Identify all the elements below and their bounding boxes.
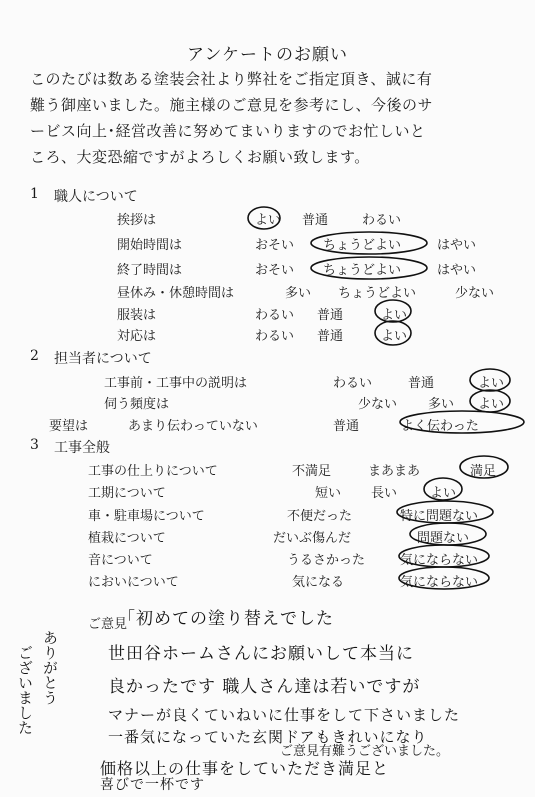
side-note-line: ありがとう [41, 630, 59, 705]
option[interactable]: 多い [428, 397, 455, 412]
option[interactable]: 短い [315, 486, 342, 501]
footer-thanks: ご意見有難うございました。 [280, 744, 450, 759]
option[interactable]: 長い [371, 486, 398, 501]
option[interactable]: よく伝わった [401, 419, 479, 434]
question-label: 終了時間は [117, 263, 183, 278]
option[interactable]: はやい [437, 263, 477, 278]
comment-line: マナーが良くていねいに仕事をして下さいました [108, 706, 461, 724]
section-title: 職人について [54, 189, 138, 205]
question-label: 植栽について [88, 531, 166, 546]
section-title: 工事全般 [54, 440, 110, 456]
section-title: 担当者について [54, 351, 152, 367]
comment-line: 「初めての塗り替えでした [118, 609, 334, 629]
option[interactable]: 問題ない [417, 531, 470, 546]
selection-circle [311, 232, 427, 254]
option[interactable]: おそい [255, 263, 295, 278]
question-label: 昼休み・休憩時間は [117, 286, 235, 301]
option[interactable]: 少ない [358, 397, 398, 412]
selection-circle [470, 390, 510, 412]
selection-circle [311, 257, 427, 279]
question-label: 音について [88, 553, 153, 568]
selection-circle [470, 369, 510, 391]
section-number: 1 [30, 186, 39, 202]
selection-circle [400, 411, 524, 433]
option[interactable]: 不便だった [287, 509, 353, 524]
selection-circle [399, 545, 489, 567]
selection-circle [399, 567, 489, 589]
intro-line: ころ、大変恐縮ですがよろしくお願い致します。 [30, 148, 370, 166]
comment-line: 世田谷ホームさんにお願いして本当に [108, 644, 414, 664]
option[interactable]: わるい [362, 213, 402, 228]
option[interactable]: よい [478, 376, 505, 391]
option[interactable]: よい [255, 213, 282, 228]
option[interactable]: 満足 [470, 464, 497, 479]
option[interactable]: よい [430, 486, 457, 501]
option[interactable]: あまり伝わっていない [128, 419, 258, 434]
option[interactable]: ちょうどよい [323, 238, 402, 253]
intro-line: ービス向上･経営改善に努めてまいりますのでお忙しいと [30, 122, 426, 140]
question-label: 工事の仕上りについて [88, 464, 218, 479]
option[interactable]: 気になる [292, 575, 345, 590]
question-label: 要望は [49, 419, 89, 434]
section-number: 2 [30, 348, 39, 364]
option[interactable]: 普通 [408, 376, 435, 391]
option[interactable]: だいぶ傷んだ [273, 531, 352, 546]
option[interactable]: 気にならない [400, 553, 479, 568]
option[interactable]: ちょうどよい [338, 286, 417, 301]
option[interactable]: 少ない [455, 286, 495, 301]
selection-circle [375, 321, 411, 345]
selection-circle [248, 207, 280, 229]
page-title: アンケートのお願い [187, 45, 348, 65]
comment-line: 価格以上の仕事をしていただき満足と [100, 759, 390, 778]
selection-circle [397, 501, 493, 523]
option[interactable]: おそい [255, 238, 295, 253]
selection-circle [375, 300, 411, 322]
option[interactable]: 多い [285, 286, 312, 301]
section-number: 3 [30, 437, 39, 453]
option[interactable]: よい [478, 397, 505, 412]
question-label: 開始時間は [117, 238, 183, 253]
option[interactable]: わるい [333, 376, 373, 391]
question-label: 伺う頻度は [104, 397, 170, 412]
option[interactable]: よい [381, 308, 408, 323]
question-label: 車・駐車場について [88, 509, 205, 524]
option[interactable]: 普通 [302, 213, 329, 228]
comment-label: ご意見 [88, 617, 128, 632]
option[interactable]: わるい [255, 308, 295, 323]
option[interactable]: よい [381, 329, 408, 344]
option[interactable]: 不満足 [292, 464, 332, 479]
option[interactable]: まあまあ [368, 464, 421, 479]
comment-line: 喜びで一杯です [100, 777, 205, 793]
selection-circle [410, 523, 486, 545]
selection-circle [460, 456, 508, 478]
question-label: 工期について [88, 486, 166, 501]
question-label: 工事前・工事中の説明は [104, 376, 248, 391]
question-label: においについて [88, 575, 179, 590]
option[interactable]: うるさかった [287, 553, 366, 568]
option[interactable]: はやい [437, 238, 477, 253]
intro-line: 難う御座いました。施主様のご意見を参考にし、今後のサ [30, 96, 434, 114]
comment-line: 一番気になっていた玄関ドアもきれいになり [108, 728, 428, 746]
option[interactable]: 普通 [333, 419, 360, 434]
option[interactable]: 特に問題ない [400, 509, 479, 524]
option[interactable]: 普通 [317, 329, 344, 344]
side-note-line: ございました [16, 645, 34, 735]
option[interactable]: わるい [255, 329, 295, 344]
question-label: 対応は [117, 329, 157, 344]
selection-circle [424, 478, 462, 500]
option[interactable]: 気にならない [400, 575, 479, 590]
option[interactable]: ちょうどよい [323, 263, 402, 278]
question-label: 挨拶は [117, 213, 157, 228]
intro-line: このたびは数ある塗装会社より弊社をご指定頂き、誠に有 [30, 70, 433, 88]
comment-line: 良かったです 職人さん達は若いですが [108, 677, 421, 697]
question-label: 服装は [117, 308, 157, 323]
option[interactable]: 普通 [317, 308, 344, 323]
